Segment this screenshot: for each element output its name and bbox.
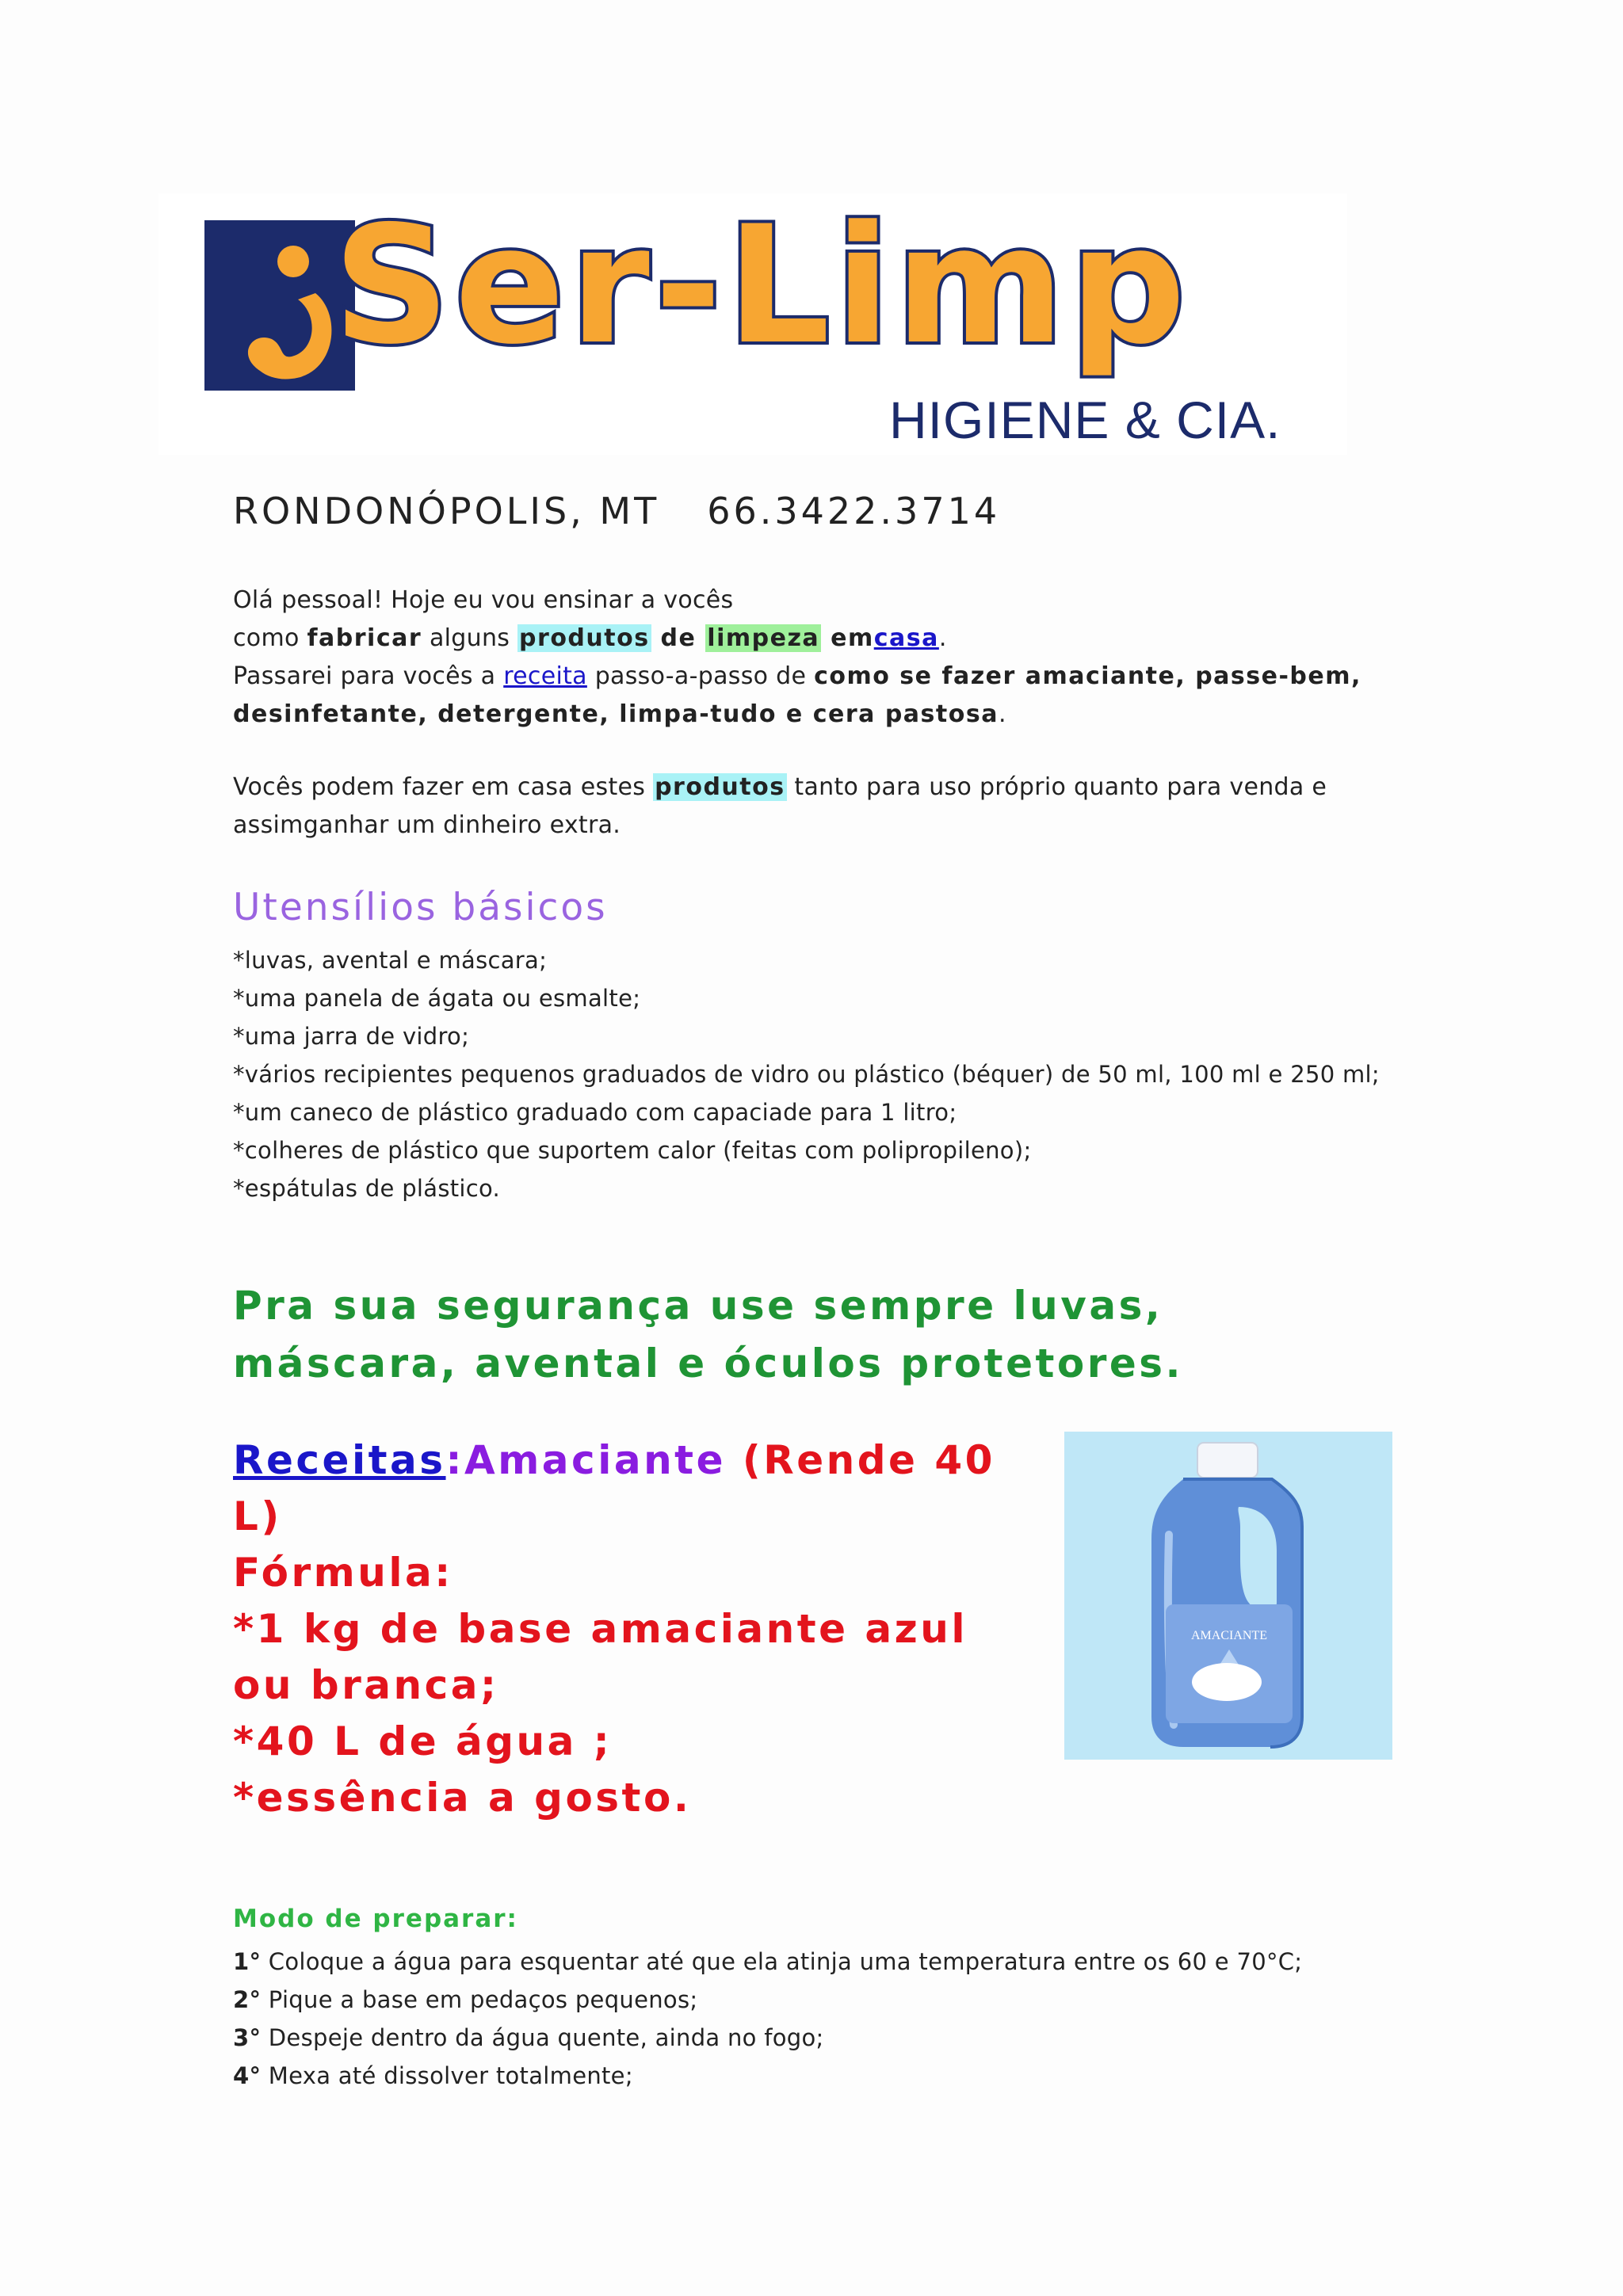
utensil-item: *luvas, avental e máscara; — [233, 947, 548, 974]
contact-line — [233, 490, 1398, 532]
products-list-bold: como se fazer amaciante, passe-bem, desinfetante, detergente, limpa-tudo e cera pastosa — [233, 662, 1361, 728]
sales-text — [233, 769, 1398, 845]
phone-number: 66.3422.3714 — [707, 490, 1001, 532]
intro-text: como — [233, 624, 307, 652]
intro-line-1: Olá pessoal! Hoje eu vou ensinar a vocês — [233, 586, 734, 614]
step-item — [233, 1943, 1398, 1981]
recipe-name: Amaciante — [464, 1437, 726, 1483]
step-number: 3° — [233, 2024, 262, 2051]
safety-warning: Pra sua segurança use sempre luvas, máscara, avental e óculos protetores. — [233, 1283, 1184, 1386]
step-text: Despeje dentro da água quente, ainda no fogo; — [261, 2024, 824, 2051]
sales-paragraph — [233, 769, 1398, 845]
city-text: RONDONÓPOLIS, MT — [233, 490, 660, 532]
step-text: Pique a base em pedaços pequenos; — [261, 1986, 698, 2013]
preparation-steps — [233, 1943, 1398, 2095]
keyword-fabricar: fabricar — [307, 624, 422, 652]
sales-text-b: tanto para uso próprio quanto para venda e assimganhar um dinheiro extra. — [233, 773, 1327, 839]
highlight-limpeza: limpeza — [707, 624, 820, 652]
step-text: Mexa até dissolver totalmente; — [261, 2062, 633, 2089]
keyword-em: em — [821, 624, 874, 652]
keyword-de: de — [651, 624, 706, 652]
utensils-heading: Utensílios básicos — [233, 886, 608, 929]
logo-brand-text: Ser-Limp — [333, 192, 1191, 380]
step-item — [233, 1981, 1398, 2019]
bottle-illustration — [1064, 1432, 1392, 1760]
step-number: 2° — [233, 1986, 262, 2013]
intro-text: . — [938, 624, 947, 652]
recipe-block — [233, 1432, 1025, 1826]
step-item — [233, 2019, 1398, 2057]
intro-line-2 — [233, 620, 1398, 658]
highlight-produtos-2: produtos — [655, 773, 785, 801]
intro-text: alguns — [422, 624, 518, 652]
utensil-item: *colheres de plástico que suportem calor (feitas com polipropileno); — [233, 1137, 1032, 1164]
ser-limp-logo — [158, 193, 1347, 455]
link-receita[interactable]: receita — [503, 662, 587, 690]
amaciante-bottle-image — [1064, 1432, 1392, 1760]
link-casa[interactable]: casa — [873, 624, 939, 652]
intro-text: passo-a-passo de — [586, 662, 815, 690]
recipe-title — [233, 1432, 1025, 1545]
step-item — [233, 2057, 1398, 2095]
intro-text: . — [998, 700, 1006, 728]
bottle-label-text: AMACIANTE — [1191, 1629, 1267, 1642]
formula-heading: Fórmula: — [233, 1550, 453, 1596]
utensil-item: *vários recipientes pequenos graduados de vidro ou plástico (béquer) de 50 ml, 100 ml e 250 ml; — [233, 1061, 1380, 1088]
step-number: 4° — [233, 2062, 262, 2089]
highlight-produtos: produtos — [519, 624, 650, 652]
logo-subtitle: HIGIENE & CIA. — [889, 391, 1281, 449]
step-text: Coloque a água para esquentar até que ela atinja uma temperatura entre os 60 e 70°C; — [261, 1948, 1303, 1975]
sales-text-a: Vocês podem fazer em casa estes — [233, 773, 654, 801]
ingredient-item: *essência a gosto. — [233, 1775, 692, 1821]
step-number: 1° — [233, 1948, 262, 1975]
preparation-heading: Modo de preparar: — [233, 1905, 518, 1933]
utensils-list — [233, 941, 1398, 1207]
utensil-item: *espátulas de plástico. — [233, 1175, 501, 1202]
intro-line-3 — [233, 658, 1398, 734]
utensil-item: *um caneco de plástico graduado com capaciade para 1 litro; — [233, 1099, 957, 1126]
ingredient-item: *1 kg de base amaciante azul ou branca; — [233, 1606, 968, 1708]
recipe-colon: : — [445, 1437, 465, 1483]
link-receitas[interactable]: Receitas — [233, 1437, 446, 1483]
utensil-item: *uma jarra de vidro; — [233, 1023, 470, 1050]
utensil-item: *uma panela de ágata ou esmalte; — [233, 985, 641, 1012]
ingredient-item: *40 L de água ; — [233, 1718, 613, 1764]
intro-paragraph — [233, 582, 1398, 734]
intro-text: Passarei para vocês a — [233, 662, 504, 690]
recipe-yield: (Rende 40 L) — [233, 1437, 995, 1539]
